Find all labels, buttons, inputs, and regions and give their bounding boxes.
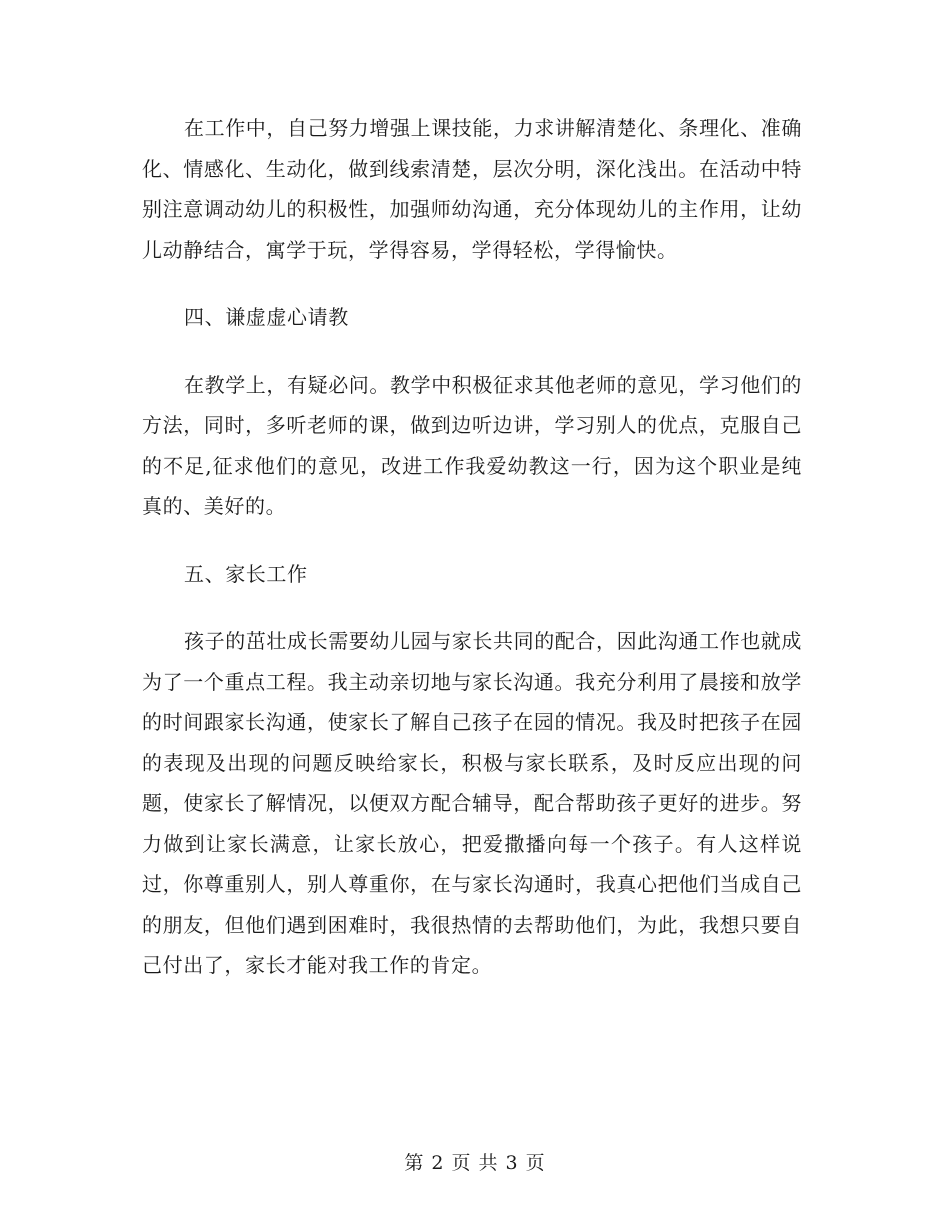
section-heading-five: 五、家长工作 bbox=[184, 561, 308, 586]
document-body bbox=[142, 108, 802, 986]
paragraph-teaching-skills: 在工作中，自己努力增强上课技能，力求讲解清楚化、条理化、准确化、情感化、生动化，做到线索清楚，层次分明，深化浅出。在活动中特别注意调动幼儿的积极性，加强师幼沟通，充分体现幼儿的主作用，让幼儿动静结合，寓学于玩，学得容易，学得轻松，学得愉快。 bbox=[142, 116, 802, 262]
paragraph-gap bbox=[142, 338, 802, 365]
paragraph-parent-work: 孩子的茁壮成长需要幼儿园与家长共同的配合，因此沟通工作也就成为了一个重点工程。我主动亲切地与家长沟通。我充分利用了晨接和放学的时间跟家长沟通，使家长了解自己孩子在园的情况。我及时把孩子在园的表现及出现的问题反映给家长，积极与家长联系，及时反应出现的问题，使家长了解情况，以便双方配合辅导，配合帮助孩子更好的进步。努力做到让家长满意，让家长放心，把爱撒播向每一个孩子。有人这样说过，你尊重别人，别人尊重你，在与家长沟通时，我真心把他们当成自己的朋友，但他们遇到困难时，我很热情的去帮助他们，为此，我想只要自己付出了，家长才能对我工作的肯定。 bbox=[142, 629, 802, 977]
page-number-footer: 第 2 页 共 3 页 bbox=[404, 1152, 546, 1174]
paragraph-gap bbox=[142, 594, 802, 621]
paragraph-gap bbox=[142, 270, 802, 297]
section-heading-four: 四、谦虚虚心请教 bbox=[184, 305, 349, 329]
paragraph-humble-learning: 在教学上，有疑必问。教学中积极征求其他老师的意见，学习他们的方法，同时，多听老师的课，做到边听边讲，学习别人的优点，克服自己的不足,征求他们的意见，改进工作我爱幼教这一行，因为这个职业是纯真的、美好的。 bbox=[142, 372, 802, 518]
paragraph-gap bbox=[142, 527, 802, 554]
